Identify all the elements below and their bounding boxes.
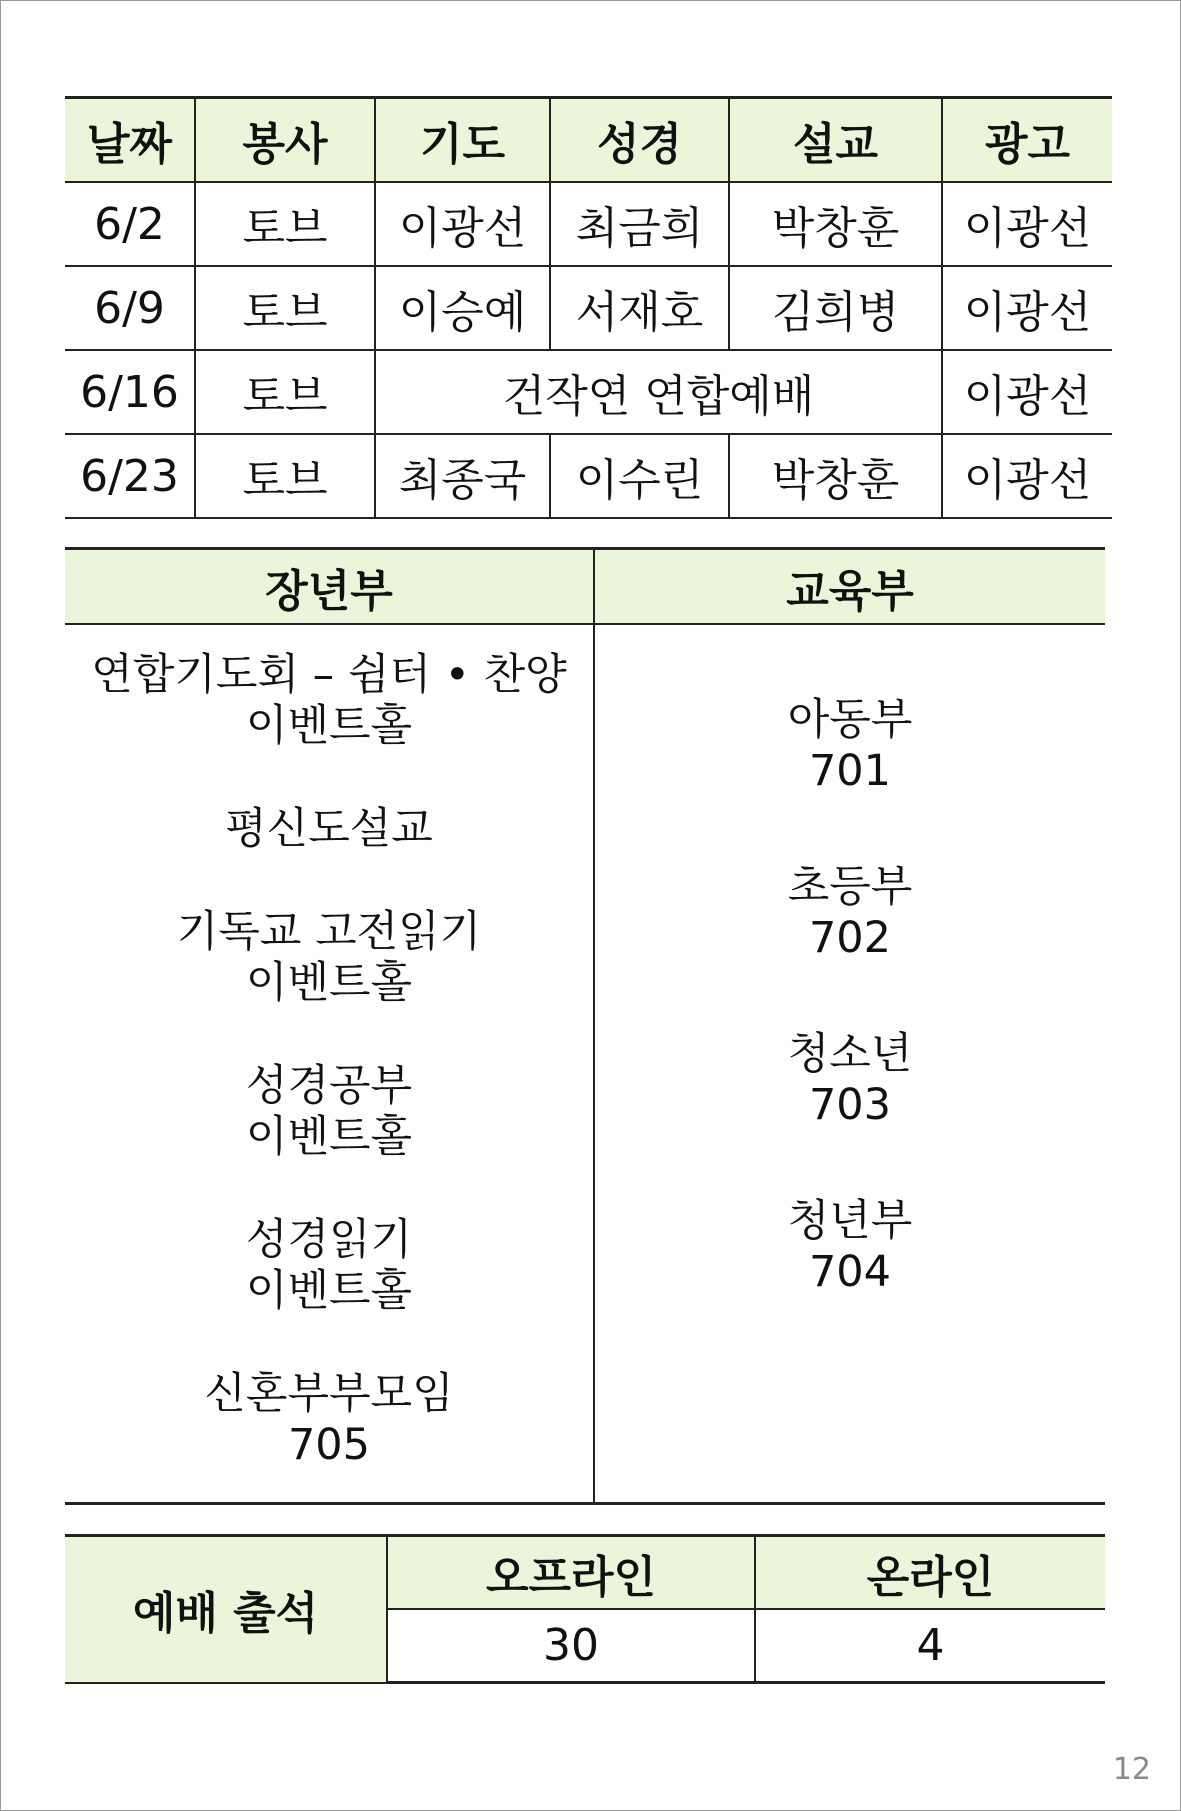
page-number: 12 bbox=[1112, 1752, 1151, 1787]
date-cell: 6/9 bbox=[65, 266, 195, 350]
entry-title: 기독교 고전읽기 bbox=[176, 907, 482, 957]
list-item bbox=[595, 1196, 1105, 1298]
bible-cell: 서재호 bbox=[550, 266, 729, 350]
header-bible: 성경 bbox=[550, 98, 729, 183]
list-item bbox=[65, 650, 593, 752]
header-service: 봉사 bbox=[195, 98, 375, 183]
list-item bbox=[65, 907, 593, 1009]
offline-count: 30 bbox=[387, 1609, 755, 1683]
announce-cell: 이광선 bbox=[942, 434, 1112, 518]
table-row bbox=[65, 350, 1112, 434]
entry-title: 청년부 bbox=[787, 1196, 913, 1246]
entry-title: 청소년 bbox=[787, 1029, 913, 1079]
table-row bbox=[65, 182, 1112, 266]
list-item bbox=[65, 1369, 593, 1471]
ministry-table bbox=[65, 547, 1105, 1505]
prayer-cell: 이광선 bbox=[375, 182, 550, 266]
entry-title: 성경읽기 bbox=[245, 1215, 413, 1265]
education-ministry-list bbox=[595, 695, 1105, 1363]
entry-location: 이벤트홀 bbox=[245, 1266, 413, 1316]
offline-header: 오프라인 bbox=[387, 1536, 755, 1610]
entry-title: 신혼부부모임 bbox=[204, 1369, 454, 1419]
entry-location: 703 bbox=[808, 1080, 892, 1130]
entry-title: 초등부 bbox=[787, 862, 913, 912]
entry-location: 704 bbox=[808, 1247, 892, 1297]
table-row bbox=[65, 434, 1112, 518]
list-item bbox=[595, 695, 1105, 797]
prayer-cell: 최종국 bbox=[375, 434, 550, 518]
online-header: 온라인 bbox=[755, 1536, 1105, 1610]
sermon-cell: 김희병 bbox=[729, 266, 942, 350]
entry-location: 701 bbox=[808, 746, 892, 796]
service-cell: 토브 bbox=[195, 350, 375, 434]
header-sermon: 설교 bbox=[729, 98, 942, 183]
service-cell: 토브 bbox=[195, 182, 375, 266]
schedule-table bbox=[65, 96, 1112, 519]
entry-title: 성경공부 bbox=[245, 1061, 413, 1111]
attendance-label: 예배 출석 bbox=[65, 1536, 387, 1683]
header-prayer: 기도 bbox=[375, 98, 550, 183]
attendance-table bbox=[65, 1534, 1105, 1684]
list-item bbox=[65, 804, 593, 855]
announce-cell: 이광선 bbox=[942, 350, 1112, 434]
header-announce: 광고 bbox=[942, 98, 1112, 183]
header-date: 날짜 bbox=[65, 98, 195, 183]
sermon-cell: 박창훈 bbox=[729, 434, 942, 518]
education-ministry-header: 교육부 bbox=[595, 550, 1105, 625]
list-item bbox=[595, 1029, 1105, 1131]
schedule-header-row bbox=[65, 98, 1112, 183]
table-row bbox=[65, 266, 1112, 350]
adult-ministry-list bbox=[65, 650, 593, 1523]
announce-cell: 이광선 bbox=[942, 182, 1112, 266]
sermon-cell: 박창훈 bbox=[729, 182, 942, 266]
date-cell: 6/23 bbox=[65, 434, 195, 518]
entry-title: 평신도설교 bbox=[225, 804, 433, 854]
entry-location: 이벤트홀 bbox=[245, 1112, 413, 1162]
list-item bbox=[65, 1215, 593, 1317]
entry-location: 이벤트홀 bbox=[245, 958, 413, 1008]
date-cell: 6/2 bbox=[65, 182, 195, 266]
prayer-cell: 이승예 bbox=[375, 266, 550, 350]
bible-cell: 최금희 bbox=[550, 182, 729, 266]
entry-title: 아동부 bbox=[787, 695, 913, 745]
announce-cell: 이광선 bbox=[942, 266, 1112, 350]
entry-location: 705 bbox=[287, 1420, 371, 1470]
attendance-header-row bbox=[65, 1536, 1105, 1610]
bible-cell: 이수린 bbox=[550, 434, 729, 518]
service-cell: 토브 bbox=[195, 266, 375, 350]
date-cell: 6/16 bbox=[65, 350, 195, 434]
list-item bbox=[595, 862, 1105, 964]
list-item bbox=[65, 1061, 593, 1163]
online-count: 4 bbox=[755, 1609, 1105, 1683]
merged-service-cell: 건작연 연합예배 bbox=[375, 350, 942, 434]
adult-ministry-header: 장년부 bbox=[65, 550, 593, 625]
entry-location: 이벤트홀 bbox=[245, 701, 413, 751]
service-cell: 토브 bbox=[195, 434, 375, 518]
entry-location: 702 bbox=[808, 913, 892, 963]
entry-title: 연합기도회 – 쉼터 • 찬양 bbox=[91, 650, 567, 700]
